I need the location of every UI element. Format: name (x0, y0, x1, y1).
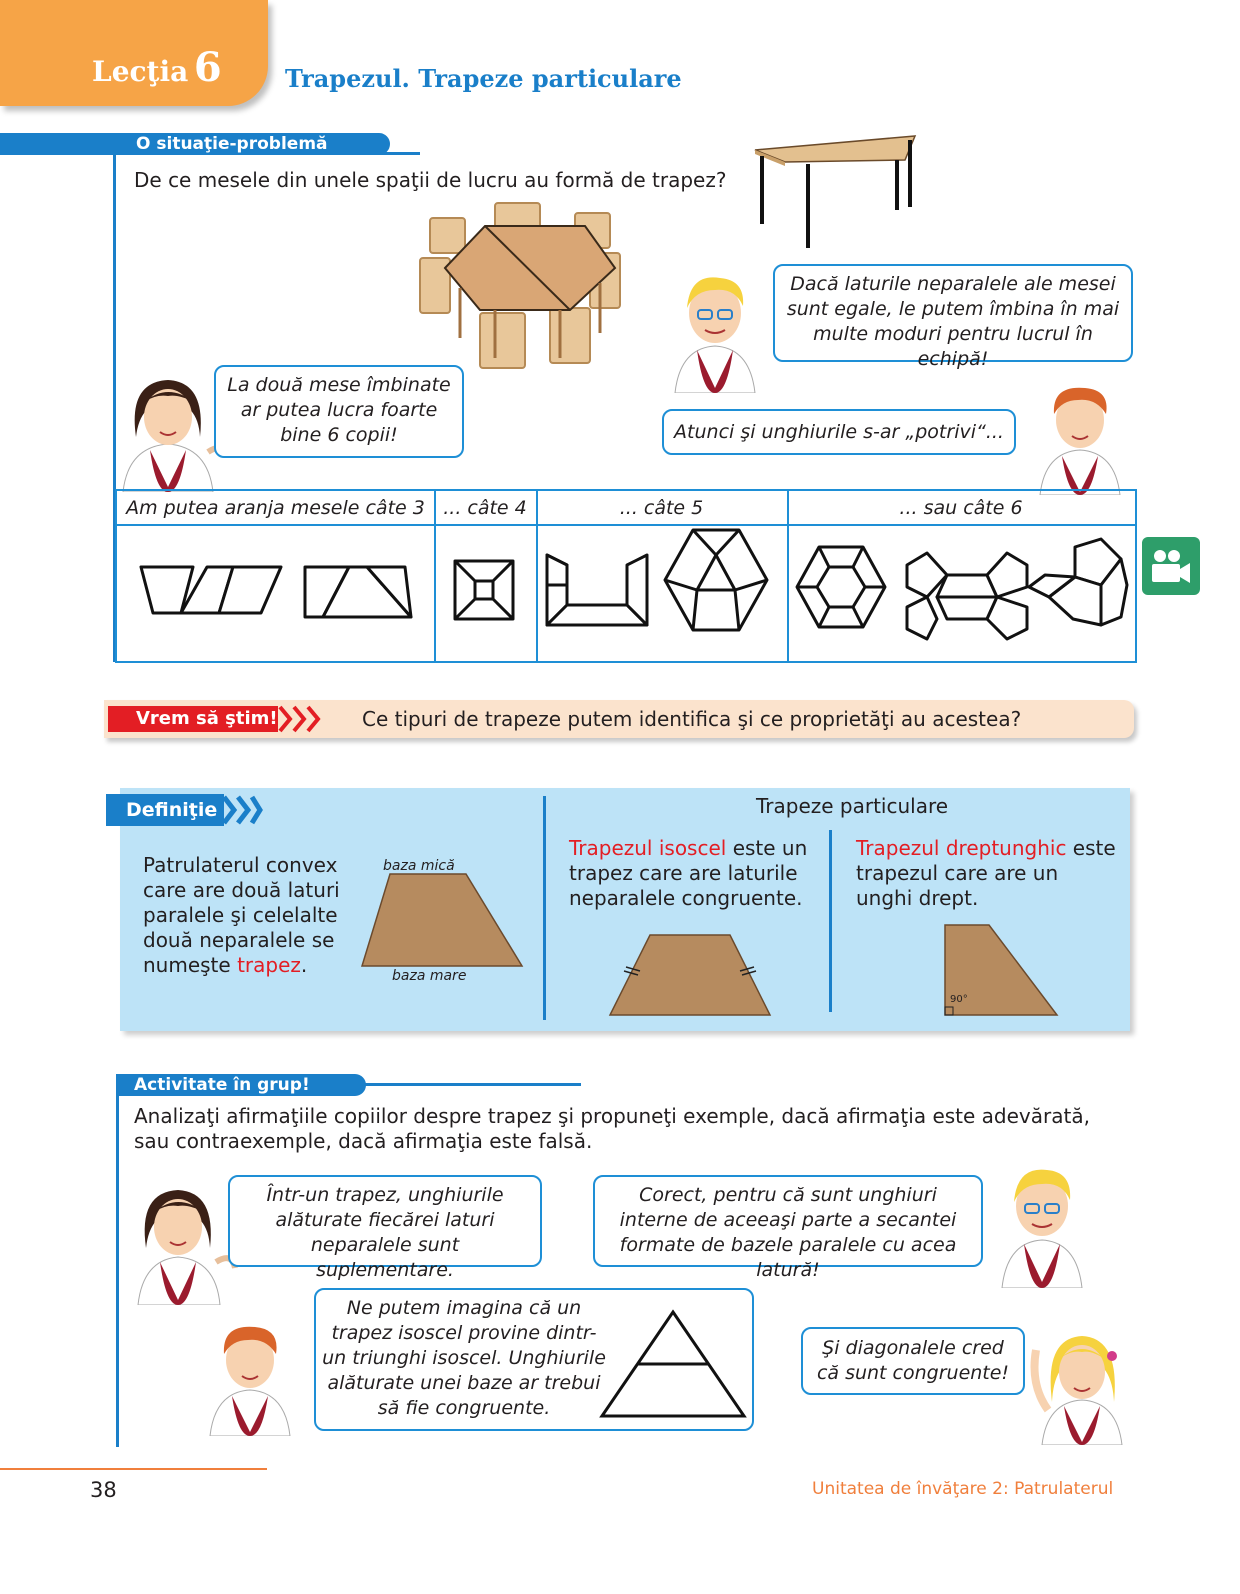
page-number: 38 (90, 1478, 117, 1502)
bubble-boy-glasses-bottom: Corect, pentru că sunt unghiuri interne de aceeaşi parte a secantei formate de bazele paralele cu acea latură! (593, 1175, 983, 1267)
bubble-boy-red-top: Atunci şi unghiurile s-ar „potrivi“... (662, 409, 1016, 455)
bubble-girl-top: La două mese îmbinate ar putea lucra foarte bine 6 copii! (214, 365, 464, 458)
bubble-girl-bottom: Într-un trapez, unghiurile alăturate fiecărei laturi neparalele sunt suplementare. (228, 1175, 542, 1267)
girl-blonde-illustration (1022, 1330, 1132, 1445)
footer-unit-prefix: Unitatea de învăţare 2: (812, 1479, 1009, 1499)
bubble-boy-red-bottom: Ne putem imagina că un trapez isoscel provine dintr-un triunghi isoscel. Unghiurile alăturate unei baze ar trebui să fie congruente. (322, 1297, 606, 1419)
situation-section-label: O situaţie-problemă (0, 133, 390, 155)
group-section-label: Activitate în grup! (116, 1074, 366, 1096)
lesson-number: 6 (193, 44, 222, 91)
boy-red-hair-illustration-bottom (200, 1318, 300, 1436)
particular-title: Trapeze particulare (756, 794, 949, 818)
group-left-rule (116, 1085, 119, 1447)
want-to-know-label (108, 706, 278, 732)
footer-unit (812, 1479, 1113, 1499)
angle-label: 90° (950, 994, 968, 1005)
want-to-know-bar (104, 700, 1134, 738)
boy-glasses-illustration (665, 268, 765, 393)
term-trapez: trapez (237, 953, 301, 977)
hexagon-table-image (400, 198, 640, 378)
want-to-know-label-text: Vrem să ştim! (136, 708, 278, 729)
lesson-label: Lecţia (92, 55, 189, 88)
term-isosceles: Trapezul isoscel (569, 836, 727, 860)
trapezoid-table-image (745, 132, 925, 252)
small-base-label: baza mică (383, 858, 455, 874)
definition-label-text: Definiţie (126, 799, 218, 821)
right-definition: Trapezul dreptunghic este trapezul care are un unghi drept. (856, 836, 1116, 910)
boy-red-hair-illustration (1030, 380, 1130, 495)
large-base-label: baza mare (392, 968, 467, 984)
right-divider (829, 830, 832, 1012)
bubble-girl-blonde: Şi diagonalele cred că sunt congruente! (801, 1327, 1025, 1395)
arrangement-header-3: Am putea aranja mesele câte 3 (126, 497, 425, 519)
arrangement-header-6: ... sau câte 6 (899, 497, 1023, 519)
girl-illustration (118, 372, 228, 492)
definition-label (106, 794, 224, 826)
trapezoid-figure (360, 872, 524, 968)
footer-unit-name: Patrulaterul (1014, 1479, 1114, 1499)
arrangement-header-5: ... câte 5 (619, 497, 704, 519)
bubble-boy-red-bottom-frame (314, 1288, 754, 1431)
arrangement-header-4: ... câte 4 (443, 497, 527, 519)
definition-text: Patrulaterul convex care are două laturi paralele şi celelalte două neparalele se numeşte trapez. (143, 853, 340, 977)
boy-glasses-illustration-bottom (992, 1160, 1092, 1288)
triangle-trapezoid-figure (598, 1308, 748, 1420)
bubble-boy-glasses-top: Dacă laturile neparalele ale mesei sunt egale, le putem îmbina în mai multe moduri pentru lucrul în echipă! (773, 264, 1133, 362)
definition-chevrons-icon (220, 794, 264, 826)
chevrons-icon (276, 704, 326, 734)
want-to-know-question: Ce tipuri de trapeze putem identifica şi ce proprietăţi au acestea? (362, 707, 1022, 731)
lesson-badge (0, 0, 268, 106)
isosceles-trapezoid-figure (608, 933, 772, 1017)
arrangement-diagrams (115, 525, 1133, 659)
lesson-title: Trapezul. Trapeze particulare (285, 64, 682, 93)
situation-question: De ce mesele din unele spaţii de lucru au formă de trapez? (134, 168, 727, 192)
isosceles-definition: Trapezul isoscel este un trapez care are laturile neparalele congruente. (569, 836, 808, 910)
definition-divider (543, 796, 546, 1020)
girl-illustration-bottom (128, 1180, 238, 1305)
term-right-trapezoid: Trapezul dreptunghic (856, 836, 1067, 860)
video-camera-icon[interactable] (1142, 537, 1200, 595)
footer-rule (0, 1468, 267, 1470)
group-instructions: Analizaţi afirmaţiile copiilor despre trapez şi propuneţi exemple, dacă afirmaţia este adevărată, sau contraexemple, dacă afirmaţia este falsă. (134, 1104, 1090, 1153)
